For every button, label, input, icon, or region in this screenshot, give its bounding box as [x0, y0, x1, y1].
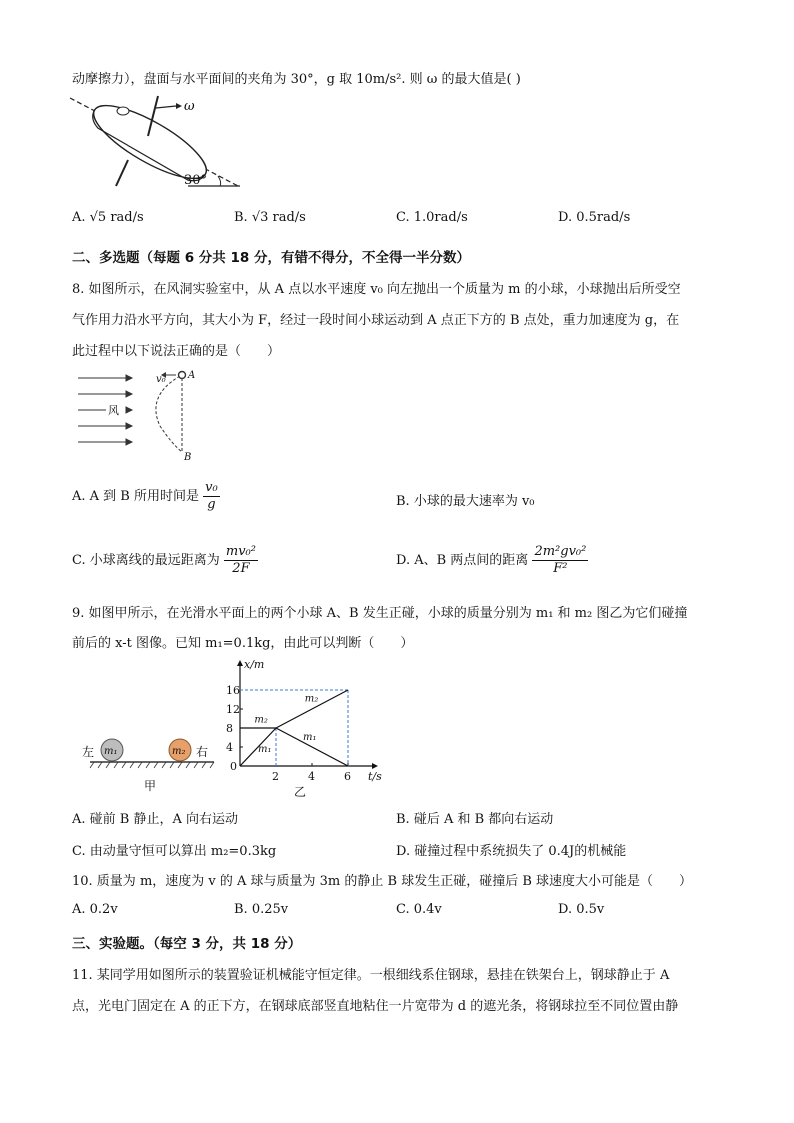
- q8-option-d-den: F²: [553, 561, 568, 576]
- q9-right-label: 右: [196, 745, 209, 759]
- q8-option-a-text: A. A 到 B 所用时间是: [72, 489, 199, 504]
- q10-option-a[interactable]: A. 0.2v: [72, 902, 118, 917]
- q7-stem-tail: 动摩擦力），盘面与水平面间的夹角为 30°，g 取 10m/s². 则 ω 的最大值是( ): [72, 72, 521, 87]
- q8-stem-line-1: 8. 如图所示，在风洞实验室中，从 A 点以水平速度 v₀ 向左抛出一个质量为 m 的小球，小球抛出后所受空: [72, 282, 681, 297]
- q9-stem-line-1: 9. 如图甲所示，在光滑水平面上的两个小球 A、B 发生正碰，小球的质量分别为 m₁ 和 m₂ 图乙为它们碰撞: [72, 606, 688, 621]
- q9-figure-jia: [82, 732, 222, 796]
- q8-point-b: B: [184, 452, 192, 462]
- section-2-heading: 二、多选题（每题 6 分共 18 分，有错不得分，不全得一半分数）: [72, 250, 470, 266]
- q7-option-a[interactable]: A. √5 rad/s: [72, 210, 144, 225]
- y-tick-label-16: 16: [226, 684, 240, 697]
- y-axis-arrow: [237, 660, 243, 666]
- q7-option-d[interactable]: D. 0.5rad/s: [558, 210, 631, 225]
- q8-option-d-num: 2m²gv₀²: [534, 544, 587, 559]
- q8-option-d[interactable]: [396, 544, 588, 577]
- q8-stem-line-3: 此过程中以下说法正确的是（ ）: [72, 344, 281, 359]
- q8-option-a[interactable]: [72, 480, 220, 513]
- q9-option-c[interactable]: C. 由动量守恒可以算出 m₂=0.3kg: [72, 844, 277, 859]
- q9-option-d[interactable]: D. 碰撞过程中系统损失了 0.4J的机械能: [396, 844, 627, 859]
- q8-option-c-text: C. 小球离线的最远距离为: [72, 553, 220, 568]
- q8-v0-label: v₀: [156, 374, 166, 385]
- q9-option-b[interactable]: B. 碰后 A 和 B 都向右运动: [396, 812, 554, 827]
- q7-angle-arc: [218, 176, 221, 186]
- series-label-line_m1_before: m₁: [258, 743, 272, 755]
- q10-option-d[interactable]: D. 0.5v: [558, 902, 605, 917]
- y-tick-label-12: 12: [226, 703, 240, 716]
- q8-point-a: A: [188, 370, 196, 381]
- q8-ball: [179, 372, 186, 379]
- q10-option-c[interactable]: C. 0.4v: [396, 902, 442, 917]
- q8-option-d-text: D. A、B 两点间的距离: [396, 553, 529, 568]
- q7-angle-label: 30°: [184, 173, 208, 188]
- q11-stem-line-1: 11. 某同学用如图所示的装置验证机械能守恒定律。一根细线系住钢球，悬挂在铁架台上，钢球静止于 A: [72, 968, 670, 983]
- section-3-heading: 三、实验题。（每空 3 分，共 18 分）: [72, 936, 302, 952]
- q7-disk-figure: [68, 94, 248, 194]
- q7-omega-label: ω: [184, 99, 195, 114]
- q8-option-a-den: g: [207, 497, 216, 512]
- q8-trajectory: [156, 376, 182, 452]
- y-axis-label: x/m: [244, 658, 265, 671]
- q8-option-a-num: v₀: [205, 480, 218, 495]
- q7-omega-arrow: [156, 106, 176, 108]
- q9-option-a[interactable]: A. 碰前 B 静止，A 向右运动: [72, 812, 238, 827]
- x-tick-label-2: 2: [272, 770, 279, 783]
- y-tick-label-8: 8: [226, 722, 233, 735]
- series-label-line_m2_after: m₂: [304, 693, 319, 705]
- q9-stem-line-2: 前后的 x-t 图像。已知 m₁=0.1kg，由此可以判断（ ）: [72, 636, 414, 651]
- x-axis-arrow: [372, 763, 378, 769]
- q8-stem-line-2: 气作用力沿水平方向，其大小为 F，经过一段时间小球运动到 A 点正下方的 B 点处，重力加速度为 g，在: [72, 313, 680, 328]
- q10-option-b[interactable]: B. 0.25v: [234, 902, 289, 917]
- series-label-line_m1_after: m₁: [303, 731, 317, 743]
- q9-xt-chart: [222, 656, 392, 800]
- y-tick-label-4: 4: [226, 741, 233, 754]
- q8-option-c-num: mv₀²: [225, 544, 256, 559]
- q9-left-label: 左: [82, 745, 95, 759]
- q9-jia-caption: 甲: [144, 779, 157, 793]
- series-label-line_m2_before: m₂: [254, 714, 268, 726]
- q7-axis-bottom: [116, 160, 128, 186]
- q8-wind-label: 风: [108, 404, 119, 417]
- q7-option-b[interactable]: B. √3 rad/s: [234, 210, 306, 225]
- q9-ball-m2-label: m₂: [172, 746, 186, 757]
- q10-stem: 10. 质量为 m，速度为 v 的 A 球与质量为 3m 的静止 B 球发生正碰，碰撞后 B 球速度大小可能是（ ）: [72, 874, 693, 889]
- q8-option-c-den: 2F: [232, 561, 250, 576]
- q8-option-c[interactable]: [72, 544, 258, 577]
- q8-option-b[interactable]: B. 小球的最大速率为 v₀: [396, 494, 535, 509]
- q8-wind-figure: [76, 366, 216, 462]
- q9-yi-caption: 乙: [294, 785, 307, 799]
- q9-ball-m1-label: m₁: [104, 746, 118, 757]
- q7-small-block: [117, 107, 129, 115]
- origin-label: 0: [230, 760, 237, 773]
- x-axis-label: t/s: [368, 770, 382, 783]
- x-tick-label-6: 6: [344, 770, 351, 783]
- x-tick-label-4: 4: [308, 770, 315, 783]
- q7-option-c[interactable]: C. 1.0rad/s: [396, 210, 468, 225]
- q11-stem-line-2: 点，光电门固定在 A 的正下方，在钢球底部竖直地粘住一片宽带为 d 的遮光条，将钢球拉至不同位置由静: [72, 999, 679, 1014]
